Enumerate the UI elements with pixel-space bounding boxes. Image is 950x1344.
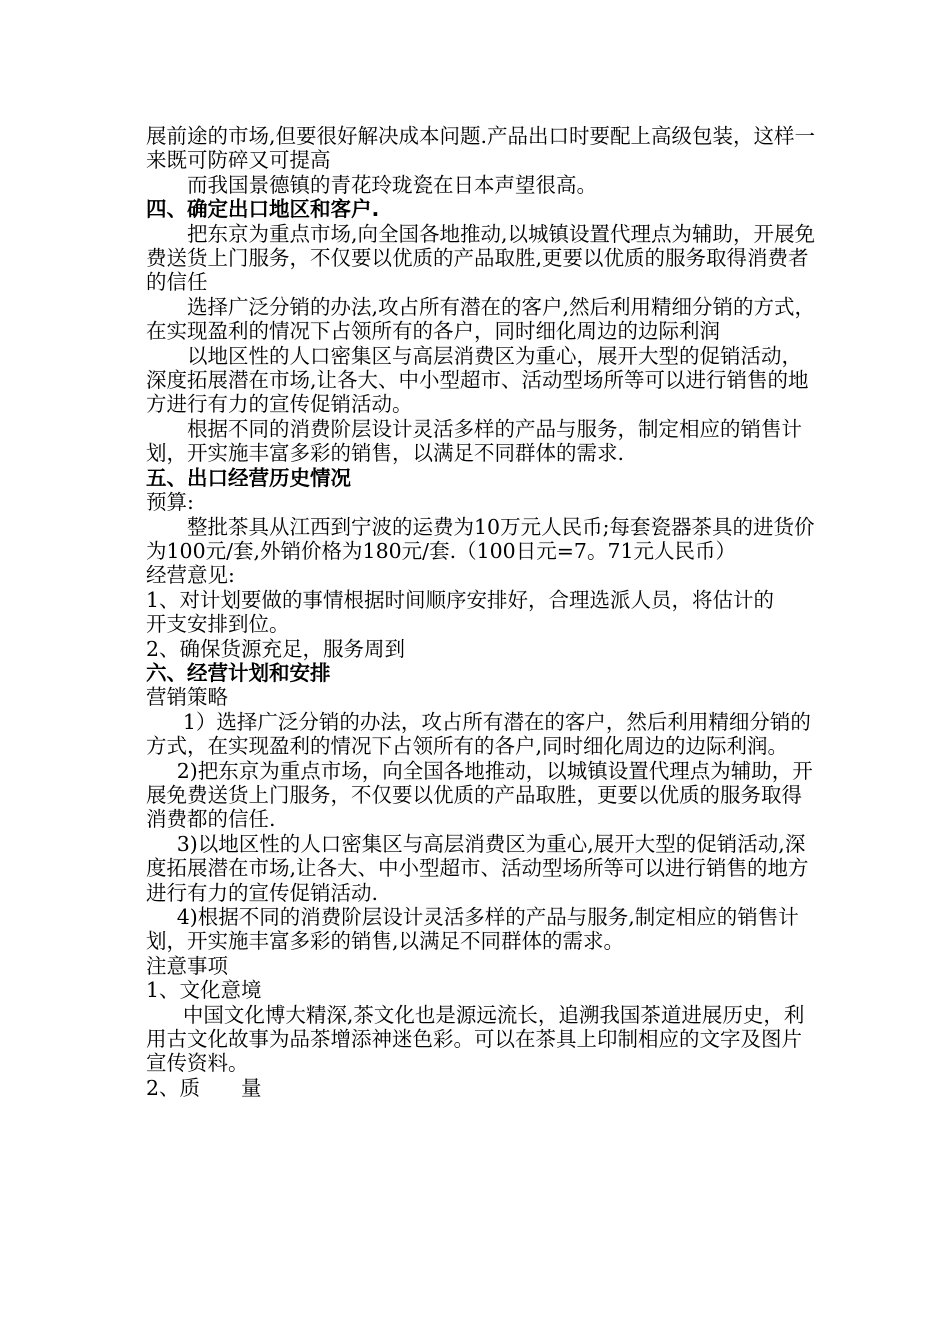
- paragraph: 选择广泛分销的办法,攻占所有潜在的客户,然后利用精细分销的方式，在实现盈利的情况下占领所有的各户，同时细化周边的边际利润: [146, 294, 816, 344]
- list-item: 2)把东京为重点市场，向全国各地推动，以城镇设置代理点为辅助，开展免费送货上门服务，不仅要以优质的产品取胜，更要以优质的服务取得消费都的信任.: [146, 758, 813, 832]
- paragraph: 营销策略: [146, 685, 228, 710]
- paragraph: 把东京为重点市场,向全国各地推动,以城镇设置代理点为辅助，开展免费送货上门服务，不仅要以优质的产品取胜,更要以优质的服务取得消费者的信任: [146, 221, 816, 295]
- section-heading-4: 四、确定出口地区和客户.: [146, 197, 380, 222]
- paragraph: 整批茶具从江西到宁波的运费为10万元人民币;每套瓷器茶具的进货价为100元/套,外销价格为180元/套.（100日元=7。71元人民币）: [146, 514, 815, 563]
- document-page: [146, 124, 816, 1100]
- list-item: 4)根据不同的消费阶层设计灵活多样的产品与服务,制定相应的销售计划，开实施丰富多彩的销售,以满足不同群体的需求。: [146, 905, 799, 954]
- list-item: 1、对计划要做的事情根据时间顺序安排好，合理选派人员，将估计的 开支安排到位。: [146, 587, 816, 637]
- paragraph: 以地区性的人口密集区与高层消费区为重心，展开大型的促销活动，深度拓展潜在市场,让各大、中小型超市、活动型场所等可以进行销售的地方进行有力的宣传促销活动。: [146, 343, 809, 417]
- paragraph: 根据不同的消费阶层设计灵活多样的产品与服务，制定相应的销售计划，开实施丰富多彩的销售，以满足不同群体的需求.: [146, 416, 802, 466]
- paragraph: 预算:: [146, 490, 194, 515]
- list-item: 2、质 量: [146, 1075, 262, 1100]
- paragraph: 展前途的市场,但要很好解决成本问题.产品出口时要配上高级包装，这样一来既可防碎又可提高: [146, 124, 816, 173]
- list-item: 1、文化意境: [146, 978, 262, 1003]
- section-heading-6: 六、经营计划和安排: [146, 660, 331, 685]
- paragraph: 中国文化博大精深,茶文化也是源远流长，追溯我国茶道进展历史，利用古文化故事为品茶增添神迷色彩。可以在茶具上印制相应的文字及图片宣传资料。: [146, 1002, 805, 1076]
- paragraph: 注意事项: [146, 953, 228, 978]
- paragraph: 而我国景德镇的青花玲珑瓷在日本声望很高。: [187, 172, 597, 197]
- list-item: 2、确保货源充足，服务周到: [146, 636, 406, 661]
- section-heading-5: 五、出口经营历史情况: [146, 465, 351, 490]
- list-item: 3)以地区性的人口密集区与高层消费区为重心,展开大型的促销活动,深度拓展潜在市场,让各大、中小型超市、活动型场所等可以进行销售的地方进行有力的宣传促销活动.: [146, 831, 809, 905]
- list-item: 1）选择广泛分销的办法，攻占所有潜在的客户，然后利用精细分销的方式，在实现盈利的情况下占领所有的各户,同时细化周边的边际利润。: [146, 709, 811, 759]
- paragraph: 经营意见:: [146, 563, 235, 588]
